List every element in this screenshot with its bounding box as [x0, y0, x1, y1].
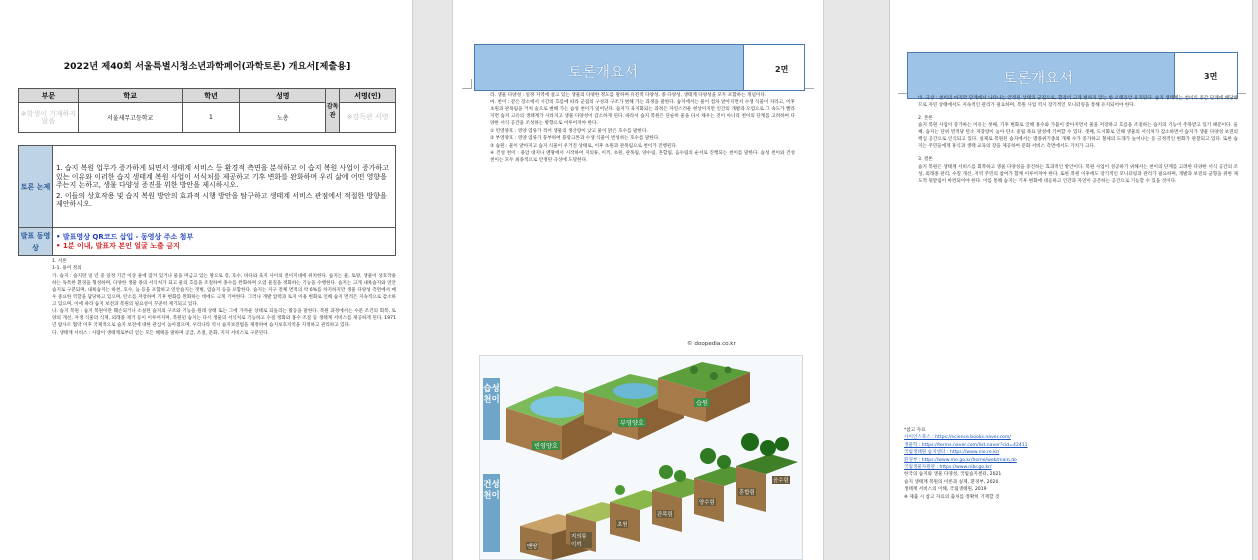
body-paragraph: 1. 서론 — [52, 259, 67, 264]
header-division: 부문 — [19, 89, 79, 103]
banner-title: 토론개요서 — [1003, 71, 1074, 87]
presentation-line-2: • 1분 이내, 발표자 본인 얼굴 노출 금지 — [56, 241, 180, 250]
references — [904, 427, 1238, 501]
page-title: 2022년 제40회 서울특별시청소년과학페어(과학토론) 개요서[제출용] — [63, 61, 351, 72]
info-table — [18, 88, 396, 133]
reference-link[interactable]: 국립생태원 습지센터 : https://www.nie.re.kr/ — [904, 450, 1000, 456]
reference-item: 생태계 서비스의 이해, 국립생태원, 2019 — [904, 487, 987, 493]
wet-succession-label: 습성천이 — [483, 378, 500, 440]
page-3 — [890, 0, 1252, 560]
corner-mark — [462, 79, 472, 89]
body-paragraph: 1-1. 용어 정의 — [52, 266, 82, 272]
dry-stage-label: 혼합림 — [739, 490, 755, 496]
dry-stage-label: 양수림 — [699, 500, 715, 506]
topic-item-2: 2. 이들의 상호작용 및 습지 복원 방안의 효과적 시행 방안을 탐구하고 생태계 서비스 관점에서 적절한 방향을 제안하시오. — [56, 191, 387, 209]
body-paragraph: ③ 습원 : 물이 얕아지고 습지 식물이 우거진 상태로, 이후 초원과 관목림으로 천이가 진행된다. — [490, 143, 678, 149]
grade-cell[interactable]: 1 — [182, 103, 240, 133]
banner-title: 토론개요서 — [568, 65, 639, 81]
wet-stage-label: 부영양호 — [620, 420, 644, 427]
image-credit: © doopedia.co.kr — [687, 341, 736, 347]
references-heading: *참고 자료 — [904, 428, 926, 433]
reference-link[interactable]: 사이언스북스 : https://science.books.naver.com/ — [904, 435, 1011, 441]
presentation-info — [53, 228, 396, 256]
body-paragraph: 습지 복원은 생태계 서비스를 회복하고 생물 다양성을 증진하는 효과적인 방안이다. 복원 사업이 성공하기 위해서는 천이의 단계를 고려한 다양한 서식 공간의 조성, 외래종 관리, 수질 개선, 지역 주민의 참여가 함께 이루어져야 한다. 또한 복원 이후에도 장기적인 모니터링과 관리가 필요하며, 개발과 보전의 균형을 위한 제도적 뒷받침이 마련되어야 한다. 이를 통해 습지는 기후 변화에 대응하고 인간과 자연이 공존하는 공간으로 기능할 수 있을 것이다. — [918, 164, 1238, 184]
dry-stage-label: 맨땅 — [527, 544, 538, 550]
body-paragraph: ① 빈영양호 : 영양 염류가 적어 생물의 생산량이 낮고 물이 맑은 호수를 말한다. — [490, 128, 648, 134]
presentation-line-1[interactable]: • 발표영상 QR코드 삽입 - 동영상 주소 첨부 — [56, 232, 194, 241]
dry-stage-label: 초원 — [617, 522, 628, 528]
header-grade: 학년 — [182, 89, 240, 103]
school-cell[interactable]: 서울세무고등학교 — [78, 103, 182, 133]
body-paragraph: 바. 극상 : 천이의 마지막 단계에서 나타나는 안정된 상태의 군집으로, 환경이 크게 변하지 않는 한 오랫동안 유지된다. 습지 생태계는 천이의 중간 단계에 해당하므로 자연 상태에서도 지속적인 관리가 필요하며, 복원 사업 역시 장기적인 모니터링을 통해 유지되어야 한다. — [918, 96, 1238, 108]
name-cell[interactable]: 노총 — [240, 103, 326, 133]
reference-link[interactable]: 환경부 : https://www.me.go.kr/home/web/main.do — [904, 457, 1017, 463]
body-paragraph: 가. 습지 : 습지란 일 년 중 일정 기간 이상 물에 잠겨 있거나 물을 머금고 있는 땅으로 강, 호수, 바다와 육지 사이의 전이지대에 위치한다. 습지는 물, 토양, 생물이 상호작용하는 독특한 환경을 형성하며, 다양한 생물 종의 서식처가 되고 물의 흐름을 조절하여 홍수를 완화하며 오염 물질을 정화하는 기능을 수행한다. 습지는 크게 내륙습지와 연안습지로 구분되며, 내륙습지는 하천, 호수, 늪 등을 포함하고 연안습지는 갯벌, 염습지 등을 포함한다. 습지는 지구 전체 면적의 약 6%를 차지하지만 생물 다양성 측면에서 매우 중요한 역할을 담당하고 있으며, 탄소를 저장하여 기후 변화를 완화하는 데에도 크게 기여한다. 그러나 개발 압력과 토지 이용 변화로 인해 습지 면적은 지속적으로 감소하고 있으며, 이에 따라 습지 보전과 복원의 필요성이 꾸준히 제기되고 있다. — [52, 273, 396, 307]
page-number-box — [743, 44, 805, 91]
corner-mark — [804, 79, 814, 89]
dry-succession-label: 건성천이 — [483, 474, 500, 552]
presentation-label: 발표 동영상 — [19, 228, 53, 256]
topic-table — [18, 145, 396, 256]
section-heading: 2. 본론 — [918, 116, 933, 121]
dry-stage-label: 지의류 이끼 — [570, 532, 592, 548]
header-supervisor: 감독관 — [326, 89, 340, 133]
page-1-body — [52, 258, 396, 337]
page-number: 2면 — [775, 65, 789, 74]
body-paragraph: ② 부영양호 : 영양 염류가 풍부하여 플랑크톤과 수생 식물이 번성하는 호수를 말한다. — [490, 136, 660, 142]
wet-stage-label: 습원 — [696, 400, 708, 407]
page-1 — [0, 0, 412, 560]
reference-item: 습지 생태계 복원의 이론과 실제, 환경부, 2020 — [904, 479, 999, 485]
reference-link[interactable]: 국립생물자원관 : https://www.nibr.go.kr/ — [904, 464, 992, 470]
header-name: 성명 — [240, 89, 326, 103]
sign-cell[interactable]: ※감독관 서명 — [340, 103, 396, 133]
page-3-body — [918, 95, 1238, 185]
wet-stage-label: 빈영양호 — [534, 443, 558, 450]
topic-item-1: 1. 습지 복원 업무가 증가하게 되면서 생태계 서비스 등 환경적 측면을 분석하고 이 습지 복원 사업이 증가하고 있는 이유와 이러한 습지 생태계 복원 사업이 서식처를 제공하고 기후 변화를 완화하며 우리 삶에 어떤 영향을 주는지 논하고, 생물 다양성 증진을 위한 방안을 제시하시오. — [56, 164, 390, 190]
dry-stage-label: 음수림 — [773, 478, 789, 484]
reference-note: ※ 제출 시 참고 자료의 출처를 정확히 기재할 것 — [904, 494, 1000, 500]
body-paragraph: 라. 생물 다양성 : 일정 지역에 살고 있는 생물의 다양한 정도를 말하며 유전적 다양성, 종 다양성, 생태계 다양성을 모두 포함하는 개념이다. — [490, 93, 767, 98]
reference-link[interactable]: 생물학 : https://terms.naver.com/list.naver?cid=42411 — [904, 442, 1028, 448]
page-number: 3면 — [1204, 72, 1218, 81]
body-paragraph: 다. 생태계 서비스 : 사람이 생태계로부터 얻는 모든 혜택을 말하며 공급, 조절, 문화, 지지 서비스로 구분된다. — [52, 330, 270, 336]
succession-illustration — [480, 356, 804, 560]
section-heading: 3. 결론 — [918, 157, 933, 163]
body-paragraph: 습지 복원 사업이 증가하는 이유는 첫째, 기후 변화로 인해 홍수와 가뭄이 잦아지면서 물을 저장하고 흐름을 조절하는 습지의 기능이 주목받고 있기 때문이다. 둘째, 습지는 단위 면적당 탄소 저장량이 높아 탄소 중립 목표 달성에 기여할 수 있다. 셋째, 도시화로 인해 생물의 서식처가 감소하면서 습지가 생물 다양성 보전의 핵심 공간으로 인식되고 있다. 실제로 복원된 습지에서는 멸종위기종의 개체 수가 증가하고 철새의 도래가 늘어나는 등 긍정적인 변화가 관찰되고 있다. 또한 습지는 주민들에게 휴식과 생태 교육의 장을 제공하여 문화 서비스 측면에서도 가치가 크다. — [918, 123, 1238, 150]
body-paragraph: 나. 습지 복원 : 습지 복원이란 훼손되거나 소실된 습지의 구조와 기능을 원래 상태 또는 그에 가까운 상태로 되돌리는 활동을 말한다. 복원 과정에서는 수문 조건의 회복, 토양의 개선, 자생 식물의 식재, 외래종 제거 등이 이루어지며, 복원된 습지는 다시 생물의 서식처로 기능하고 수질 정화와 홍수 조절 등 생태계 서비스를 제공하게 된다. 1971년 람사르 협약 이후 국제적으로 습지 보전에 대한 관심이 높아졌으며, 우리나라 역시 습지보전법을 제정하여 습지보호지역을 지정하고 관리하고 있다. — [52, 309, 396, 329]
reference-item: 한국의 습지와 생물 다양성, 국립습지센터, 2021 — [904, 472, 1002, 478]
topic-text — [53, 146, 396, 228]
dry-stage-label: 관목림 — [657, 512, 673, 518]
header-school: 학교 — [78, 89, 182, 103]
header-sign: 서명(인) — [340, 89, 396, 103]
page-2-body — [490, 92, 795, 164]
body-paragraph: ④ 건성 천이 : 용암 대지나 맨땅에서 시작하여 지의류, 이끼, 초원, 관목림, 양수림, 혼합림, 음수림의 순서로 진행되는 천이를 말한다. 습성 천이와 건성 천이는 모두 최종적으로 안정된 극상에 도달한다. — [490, 150, 795, 163]
topic-label: 토론 논제 — [19, 146, 53, 228]
division-cell[interactable]: ※학생이 기재하지 않음 — [19, 103, 79, 133]
page-2 — [453, 0, 823, 560]
body-paragraph: 마. 천이 : 같은 장소에서 시간의 흐름에 따라 군집의 구성과 구조가 변해 가는 과정을 말한다. 습지에서는 물이 점차 얕아지면서 수생 식물이 자라고, 이후 초원과 관목림을 거쳐 숲으로 변해 가는 습성 천이가 일어난다. 습지가 육지화되는 과정은 자연스러운 현상이지만 인간의 개발과 오염으로 그 속도가 빨라지면 습지 고유의 생태계가 사라지고 생물 다양성이 감소하게 된다. 따라서 습지 복원은 단순히 물을 다시 채우는 것이 아니라 천이의 단계를 고려하여 다양한 서식 공간을 조성하는 방향으로 이루어져야 한다. — [490, 100, 795, 127]
succession-diagram — [479, 355, 803, 560]
